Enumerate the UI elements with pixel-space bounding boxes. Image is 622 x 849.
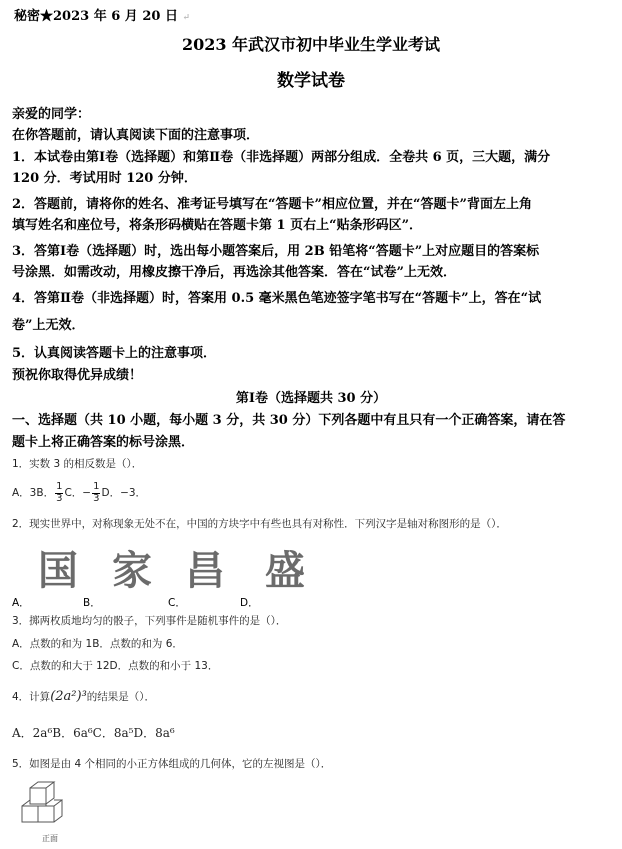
q2-figure-sheng: 盛 xyxy=(265,548,305,594)
q1-fraction-b: $\frac{1}{3}$ xyxy=(56,481,63,504)
q1-stem: 1．实数 3 的相反数是（）． xyxy=(12,458,143,470)
notice-item-5: 5．认真阅读答题卡上的注意事项． xyxy=(12,346,217,361)
q3-options-cd: C．点数的和大于 12D．点数的和小于 13． xyxy=(12,660,219,672)
part1-instructions-line-2: 题卡上将正确答案的标号涂黑． xyxy=(12,435,195,450)
notice-item-1-line-1: 1．本试卷由第Ⅰ卷（选择题）和第Ⅱ卷（非选择题）两部分组成．全卷共 6 页，三大题，满分 xyxy=(12,150,551,165)
notice-item-2-line-2: 填写姓名和座位号，将条形码横贴在答题卡第 1 页右上“贴条形码区”． xyxy=(12,218,423,233)
q1-option-b: B． xyxy=(36,487,55,499)
secret-header: 秘密★2023 年 6 月 20 日 ↵ xyxy=(14,9,191,24)
q2-figure-chang: 昌 xyxy=(185,548,225,594)
q1-option-a: A．3 xyxy=(12,487,37,499)
q5-solid-figure xyxy=(16,778,76,844)
exam-subtitle: 数学试卷 xyxy=(277,71,345,91)
q5-stem: 5．如图是由 4 个相同的小正方体组成的几何体，它的左视图是（）． xyxy=(12,758,332,770)
q4-options: A．2a⁶B．6a⁶C．8a⁵D．8a⁶ xyxy=(12,726,175,740)
exam-title: 2023 年武汉市初中毕业生学业考试 xyxy=(181,35,441,54)
q1-option-c: C．− xyxy=(64,487,92,499)
notice-item-1-line-2: 120 分．考试用时 120 分钟． xyxy=(12,171,197,186)
notice-item-4-line-1: 4．答第Ⅱ卷（非选择题）时，答案用 0.5 毫米黑色笔迹签字笔书写在“答题卡”上，答在“试 xyxy=(12,291,542,306)
q1-option-d: D．−3． xyxy=(101,487,147,499)
q2-figure-guo: 国 xyxy=(38,548,78,594)
q2-stem: 2．现实世界中，对称现象无处不在，中国的方块字中有些也具有对称性．下列汉字是轴对称图形的是（）． xyxy=(12,518,507,530)
q2-option-c: C． xyxy=(168,597,186,609)
part1-instructions-line-1: 一、选择题（共 10 小题，每小题 3 分，共 30 分）下列各题中有且只有一个正确答案，请在答 xyxy=(12,413,566,428)
notice-item-3-line-1: 3．答第Ⅰ卷（选择题）时，选出每小题答案后，用 2B 铅笔将“答题卡”上对应题目的答案标 xyxy=(12,244,540,259)
notice-greeting: 亲爱的同学： xyxy=(12,107,91,122)
q4-expression: (2a²)³ xyxy=(50,689,87,704)
notice-item-2-line-1: 2．答题前，请将你的姓名、准考证号填写在“答题卡”相应位置，并在“答题卡”背面左上角 xyxy=(12,197,532,212)
q2-figure-jia: 家 xyxy=(112,548,152,594)
q2-option-b: B． xyxy=(83,597,101,609)
q3-stem: 3．掷两枚质地均匀的骰子，下列事件是随机事件的是（）． xyxy=(12,615,287,627)
notice-item-4-line-2: 卷”上无效． xyxy=(12,318,85,333)
notice-item-3-line-2: 号涂黑．如需改动，用橡皮擦干净后，再选涂其他答案．答在“试卷”上无效． xyxy=(12,265,456,280)
q3-options-ab: A．点数的和为 1B．点数的和为 6． xyxy=(12,638,183,650)
q2-option-a: A． xyxy=(12,597,30,609)
notice-wish: 预祝你取得优异成绩！ xyxy=(12,368,143,383)
q4-stem: 4．计算(2a²)³的结果是（）． xyxy=(12,689,156,704)
part1-title: 第Ⅰ卷（选择题共 30 分） xyxy=(235,391,387,406)
notice-intro: 在你答题前，请认真阅读下面的注意事项． xyxy=(12,128,260,143)
q5-front-label: 正面 xyxy=(42,834,58,843)
q2-option-d: D． xyxy=(240,597,259,609)
q1-fraction-c: $\frac{1}{3}$ xyxy=(93,481,100,504)
q1-options xyxy=(12,482,146,504)
